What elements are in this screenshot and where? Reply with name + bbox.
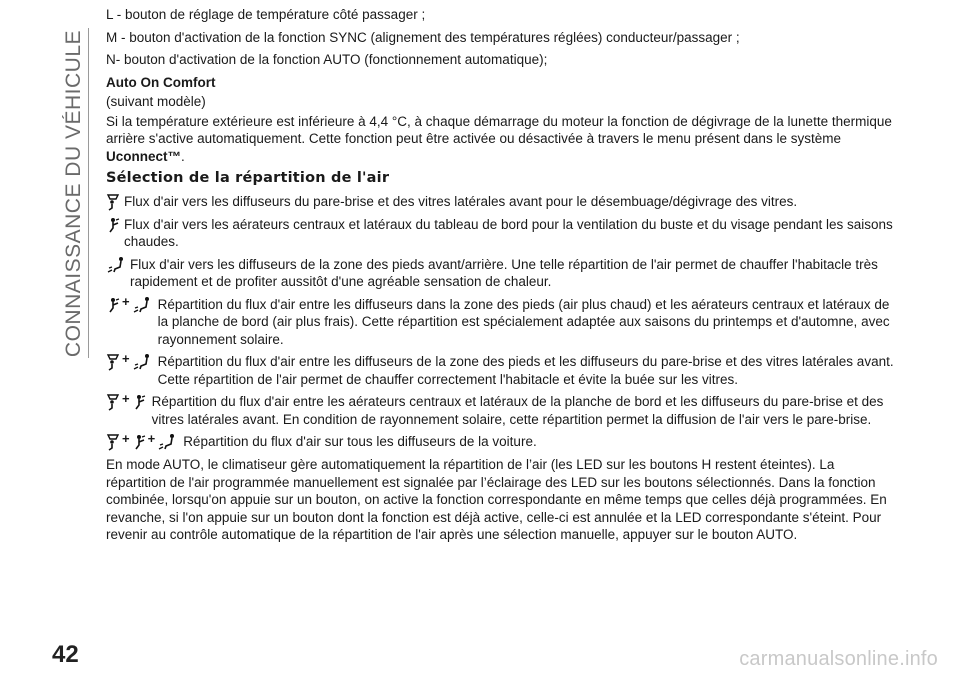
page-number: 42	[52, 641, 79, 668]
air-distribution-text: Flux d'air vers les aérateurs centraux et latéraux du tableau de bord pour la ventilation du buste et du visage pendant les saisons chaudes.	[124, 216, 893, 249]
air-distribution-item	[106, 393, 896, 428]
face-air-icon	[106, 216, 120, 234]
air-mode-icons	[106, 216, 120, 234]
auto-on-comfort-heading: Auto On Comfort	[106, 74, 216, 90]
face-air-icon	[132, 433, 146, 451]
line-m: M - bouton d'activation de la fonction SYNC (alignement des températures réglées) conducteur/passager ;	[106, 29, 740, 45]
line-n: N- bouton d'activation de la fonction AUTO (fonctionnement automatique);	[106, 52, 548, 67]
watermark: carmanualsonline.info	[739, 648, 938, 670]
windscreen-air-icon	[106, 353, 120, 371]
air-distribution-item	[106, 193, 896, 211]
air-mode-icons	[106, 433, 177, 451]
windscreen-air-icon	[106, 193, 120, 211]
feet-air-icon	[157, 433, 177, 451]
face-air-icon	[106, 296, 120, 314]
plus-sign: +	[122, 293, 130, 309]
air-distribution-item	[106, 353, 896, 388]
plus-sign: +	[147, 431, 156, 446]
air-distribution-list	[106, 193, 896, 452]
windscreen-air-icon	[106, 433, 120, 451]
windscreen-air-icon	[106, 393, 120, 411]
air-distribution-item	[106, 433, 896, 451]
air-mode-icons	[106, 353, 152, 371]
air-distribution-text: Répartition du flux d'air entre les diffuseurs de la zone des pieds et les diffuseurs du pare-brise et des vitres latérales avant. Cette répartition de l'air permet de chauffer correctement l'habitacle et évite la buée sur les vitres.	[157, 354, 894, 387]
plus-sign: +	[122, 391, 130, 406]
air-distribution-item	[106, 293, 896, 349]
auto-on-comfort-text: Si la température extérieure est inférieure à 4,4 °C, à chaque démarrage du moteur la fonction de dégivrage de la lunette thermique arrière s'active automatiquement. Cette fonction peut être activée ou désactivée à travers le menu présent dans le système	[106, 113, 892, 146]
air-distribution-text: Flux d'air vers les diffuseurs du pare-brise et des vitres latérales avant pour le désembuage/dégivrage des vitres.	[124, 193, 798, 209]
air-mode-icons	[106, 393, 146, 411]
feet-air-icon	[106, 256, 126, 274]
air-mode-icons	[106, 193, 120, 211]
auto-on-comfort-end: .	[181, 148, 185, 164]
line-l: L - bouton de réglage de température côté passager ;	[106, 7, 426, 22]
side-divider	[88, 28, 89, 358]
auto-mode-paragraph: En mode AUTO, le climatiseur gère automatiquement la répartition de l’air (les LED sur les boutons H restent éteintes). La répartition de l'air programmée manuellement est signalée par l’éclairage des LED sur les boutons sélectionnés. Dans la fonction combinée, lorsqu'on appuie sur un bouton, on active la fonction correspondante en même temps que celles déjà programmées. En revanche, si l'on appuie sur un bouton dont la fonction est déjà active, celle-ci est annulée et la LED correspondante s'éteint. Pour revenir au contrôle automatique de la répartition de l'air après une sélection manuelle, appuyer sur le bouton AUTO.	[106, 457, 887, 542]
plus-sign: +	[122, 431, 130, 446]
auto-on-comfort-paragraph	[106, 113, 896, 166]
air-distribution-text: Répartition du flux d'air entre les aérateurs centraux et latéraux de la planche de bord et les diffuseurs du pare-brise et des vitres latérales avant. En condition de rayonnement solaire, cette répartition permet la diffusion de l'air vers le pare-brise.	[151, 394, 884, 427]
air-distribution-text: Répartition du flux d'air sur tous les diffuseurs de la voiture.	[183, 434, 537, 449]
air-distribution-item	[106, 216, 896, 251]
face-air-icon	[132, 393, 146, 411]
air-distribution-heading: Sélection de la répartition de l'air	[106, 170, 390, 186]
section-title-text: CONNAISSANCE DU VÉHICULE	[62, 30, 85, 358]
plus-sign: +	[122, 351, 130, 366]
air-mode-icons	[106, 256, 126, 274]
feet-air-icon	[132, 296, 152, 314]
air-distribution-text: Répartition du flux d'air entre les diffuseurs dans la zone des pieds (air plus chaud) et les aérateurs centraux et latéraux de la planche de bord (air plus frais). Cette répartition est spécialement adaptée aux saisons du printemps et d'automne, avec rayonnement solaire.	[157, 296, 890, 347]
air-distribution-text: Flux d'air vers les diffuseurs de la zone des pieds avant/arrière. Une telle répartition de l'air permet de chauffer l'habitacle très rapidement et de profiter aussitôt d'une agréable sensation de chaleur.	[130, 256, 878, 289]
air-distribution-item	[106, 256, 896, 291]
auto-on-comfort-note: (suivant modèle)	[106, 94, 206, 109]
page-content	[106, 6, 896, 549]
uconnect-brand: Uconnect™	[106, 148, 182, 164]
air-mode-icons	[106, 293, 152, 314]
feet-air-icon	[132, 353, 152, 371]
